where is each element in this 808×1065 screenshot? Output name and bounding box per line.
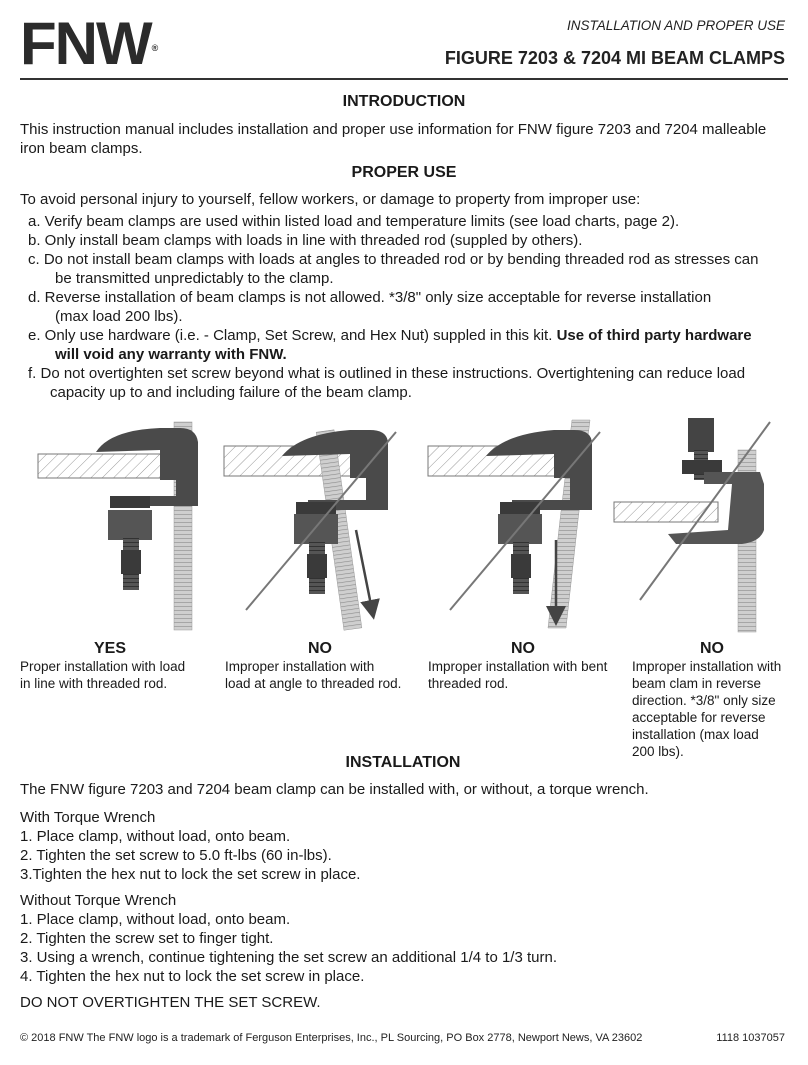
list-item: a. Verify beam clamps are used within listed load and temperature limits (see load charts, page 2). bbox=[28, 213, 680, 230]
list-item: e. Only use hardware (i.e. - Clamp, Set Screw, and Hex Nut) suppled in this kit. Use of third party hardware bbox=[28, 327, 752, 344]
header-divider bbox=[20, 78, 788, 80]
footer-doc-number: 1118 1037057 bbox=[716, 1032, 785, 1044]
list-item: f. Do not overtighten set screw beyond what is outlined in these instructions. Overtightening can reduce load bbox=[28, 365, 746, 382]
figure-no-bent-illustration bbox=[428, 420, 600, 628]
installation-illustrations bbox=[0, 410, 808, 642]
fnw-logo: FNW® bbox=[20, 10, 159, 77]
list-item-continued: be transmitted unpredictably to the clamp. bbox=[55, 270, 334, 287]
with-torque-wrench-section bbox=[20, 808, 620, 884]
step: 2. Tighten the set screw to 5.0 ft-lbs (60 in-lbs). bbox=[20, 847, 332, 864]
step: 4. Tighten the hex nut to lock the set screw in place. bbox=[20, 968, 365, 985]
list-item-continued: (max load 200 lbs). bbox=[55, 308, 183, 325]
figure-caption-yes: YES Proper installation with load in line with threaded rod. bbox=[20, 640, 186, 691]
list-item: b. Only install beam clamps with loads in line with threaded rod (suppled by others). bbox=[28, 232, 583, 249]
document-title: FIGURE 7203 & 7204 MI BEAM CLAMPS bbox=[444, 48, 785, 68]
list-item-continued: capacity up to and including failure of the beam clamp. bbox=[50, 384, 412, 401]
figure-yes-illustration bbox=[38, 422, 198, 630]
footer-copyright: © 2018 FNW The FNW logo is a trademark of Ferguson Enterprises, Inc., PL Sourcing, PO Box 2778, Newport News, VA 23602 bbox=[20, 1032, 643, 1044]
section-title: Without Torque Wrench bbox=[20, 892, 177, 909]
step: 2. Tighten the screw set to finger tight. bbox=[20, 930, 274, 947]
installation-heading: INSTALLATION bbox=[345, 754, 461, 771]
installation-lead: The FNW figure 7203 and 7204 beam clamp can be installed with, or without, a torque wrench. bbox=[20, 781, 649, 798]
proper-use-lead: To avoid personal injury to yourself, fellow workers, or damage to property from improper use: bbox=[20, 191, 641, 208]
overtighten-warning: DO NOT OVERTIGHTEN THE SET SCREW. bbox=[20, 994, 321, 1011]
list-item: c. Do not install beam clamps with loads at angles to threaded rod or by bending threaded rod as stresses can bbox=[28, 251, 759, 268]
list-item: d. Reverse installation of beam clamps is not allowed. *3/8" only size acceptable for reverse installation bbox=[28, 289, 712, 306]
section-title: With Torque Wrench bbox=[20, 809, 156, 826]
without-torque-wrench-section bbox=[20, 891, 720, 986]
list-item-continued: will void any warranty with FNW. bbox=[55, 346, 287, 363]
step: 1. Place clamp, without load, onto beam. bbox=[20, 911, 291, 928]
figure-caption-no-angled: NO Improper installation with load at angle to threaded rod. bbox=[225, 640, 402, 691]
proper-use-list bbox=[28, 212, 788, 402]
figure-no-angled-illustration bbox=[224, 430, 396, 631]
step: 1. Place clamp, without load, onto beam. bbox=[20, 828, 291, 845]
step: 3.Tighten the hex nut to lock the set screw in place. bbox=[20, 866, 361, 883]
introduction-text: This instruction manual includes installation and proper use information for FNW figure 7203 and 7204 malleable iron beam clamps. bbox=[20, 121, 767, 157]
document-subtitle: INSTALLATION AND PROPER USE bbox=[566, 18, 785, 33]
step: 3. Using a wrench, continue tightening the set screw an additional 1/4 to 1/3 turn. bbox=[20, 949, 557, 966]
introduction-heading: INTRODUCTION bbox=[342, 93, 466, 110]
figure-no-reverse-illustration bbox=[614, 418, 770, 632]
proper-use-heading: PROPER USE bbox=[351, 164, 457, 181]
figure-caption-no-bent: NO Improper installation with bent threaded rod. bbox=[428, 640, 608, 691]
figure-caption-no-reverse: NO Improper installation with beam clam in reverse direction. *3/8" only size acceptable for reverse installation (max load 200 lbs). bbox=[632, 640, 782, 759]
